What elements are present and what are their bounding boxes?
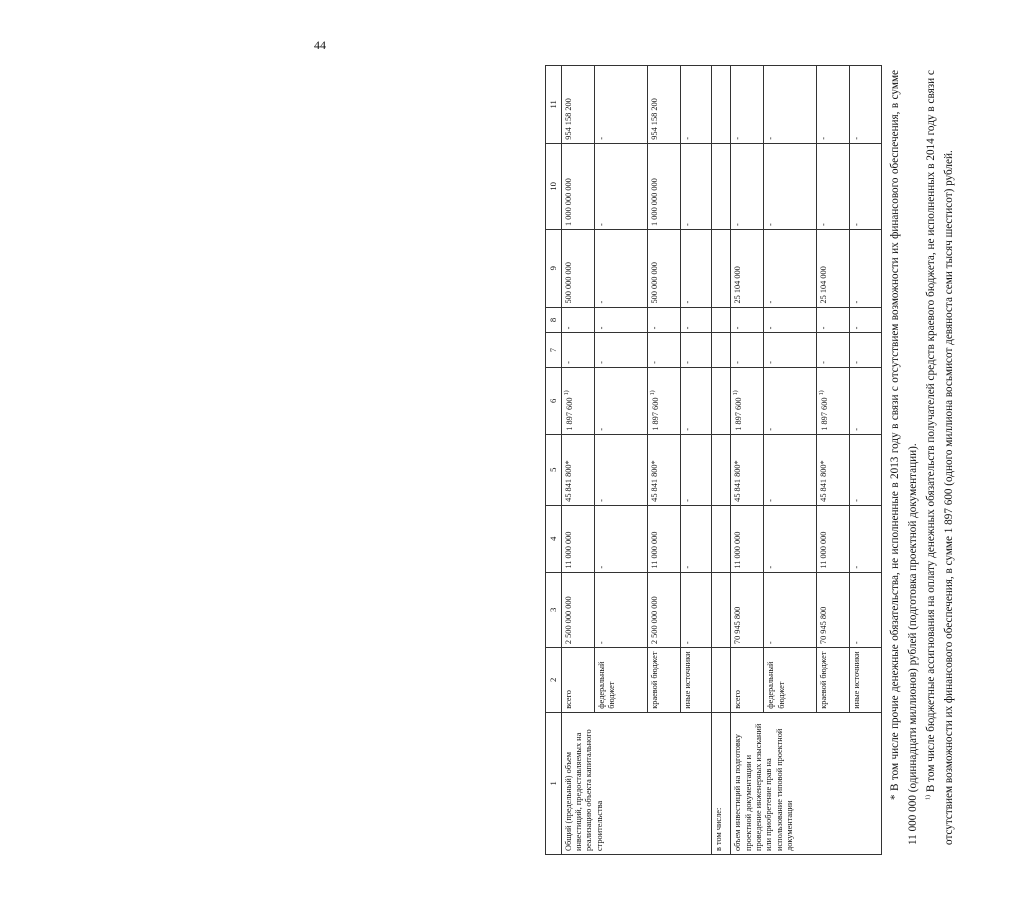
col-number: 3 bbox=[546, 572, 562, 647]
empty-cell bbox=[712, 367, 731, 434]
value-cell: - bbox=[850, 505, 882, 572]
value-cell: - bbox=[594, 572, 647, 647]
empty-cell bbox=[712, 229, 731, 307]
value-text: 1 897 600 bbox=[650, 397, 660, 431]
footnote-marker: 1) bbox=[733, 390, 740, 396]
value-cell: - bbox=[680, 66, 712, 144]
value-cell: - bbox=[764, 572, 817, 647]
investment-table bbox=[545, 65, 882, 855]
value-cell: - bbox=[850, 143, 882, 229]
empty-cell bbox=[712, 572, 731, 647]
value-cell: - bbox=[764, 434, 817, 505]
value-cell: - bbox=[561, 307, 594, 333]
source-cell: иные источники bbox=[850, 648, 882, 713]
value-cell: 954 158 200 bbox=[561, 66, 594, 144]
value-cell bbox=[561, 367, 594, 434]
value-cell: - bbox=[850, 434, 882, 505]
col-number: 4 bbox=[546, 505, 562, 572]
value-cell: - bbox=[817, 143, 850, 229]
value-cell: - bbox=[594, 229, 647, 307]
source-cell: всего bbox=[561, 648, 594, 713]
col-number: 11 bbox=[546, 66, 562, 144]
value-cell: - bbox=[680, 333, 712, 367]
table-row bbox=[712, 66, 731, 855]
col-number: 7 bbox=[546, 333, 562, 367]
value-cell: 45 841 800* bbox=[561, 434, 594, 505]
col-number: 2 bbox=[546, 648, 562, 713]
footnote-marker: 1) bbox=[649, 390, 656, 396]
source-cell: краевой бюджет bbox=[817, 648, 850, 713]
value-cell: - bbox=[647, 333, 680, 367]
value-cell: - bbox=[731, 307, 764, 333]
value-cell: - bbox=[817, 66, 850, 144]
value-cell: - bbox=[850, 572, 882, 647]
col-number: 8 bbox=[546, 307, 562, 333]
row-header-cell: Общий (предельный) объем инвестиций, предоставляемых на реализацию объекта капитального строительства bbox=[561, 712, 712, 854]
source-cell: краевой бюджет bbox=[647, 648, 680, 713]
value-cell: - bbox=[647, 307, 680, 333]
value-cell: - bbox=[731, 333, 764, 367]
value-cell bbox=[731, 367, 764, 434]
value-cell: 11 000 000 bbox=[561, 505, 594, 572]
source-cell: федеральный бюджет bbox=[594, 648, 647, 713]
source-cell: федеральный бюджет bbox=[764, 648, 817, 713]
value-cell: 45 841 800* bbox=[647, 434, 680, 505]
value-cell: - bbox=[731, 66, 764, 144]
empty-cell bbox=[712, 648, 731, 713]
value-text: 1 897 600 bbox=[564, 397, 574, 431]
value-cell: - bbox=[764, 333, 817, 367]
footnote-marker: 1) bbox=[563, 390, 570, 396]
value-cell bbox=[647, 367, 680, 434]
col-number: 5 bbox=[546, 434, 562, 505]
value-cell: - bbox=[680, 572, 712, 647]
value-text: 1 897 600 bbox=[820, 397, 830, 431]
value-cell: - bbox=[764, 66, 817, 144]
row-header-cell: в том числе: bbox=[712, 712, 731, 854]
value-cell: - bbox=[594, 434, 647, 505]
page-number: 44 bbox=[314, 38, 326, 52]
footnotes bbox=[887, 70, 959, 845]
value-cell: - bbox=[850, 333, 882, 367]
value-cell: - bbox=[680, 229, 712, 307]
value-cell: - bbox=[680, 434, 712, 505]
source-cell: иные источники bbox=[680, 648, 712, 713]
value-cell: - bbox=[594, 505, 647, 572]
table-row bbox=[561, 66, 594, 855]
footnote-marker: 1) bbox=[925, 795, 932, 800]
value-cell bbox=[817, 367, 850, 434]
table-row bbox=[731, 66, 764, 855]
value-cell: - bbox=[764, 229, 817, 307]
value-cell: - bbox=[594, 143, 647, 229]
value-cell: - bbox=[680, 307, 712, 333]
col-number: 1 bbox=[546, 712, 562, 854]
value-cell: - bbox=[680, 367, 712, 434]
value-cell: 11 000 000 bbox=[731, 505, 764, 572]
value-cell: - bbox=[594, 367, 647, 434]
value-cell: - bbox=[850, 367, 882, 434]
value-cell: - bbox=[680, 143, 712, 229]
empty-cell bbox=[712, 434, 731, 505]
col-number: 9 bbox=[546, 229, 562, 307]
value-cell: - bbox=[561, 333, 594, 367]
col-number: 10 bbox=[546, 143, 562, 229]
col-number: 6 bbox=[546, 367, 562, 434]
value-cell: 70 945 800 bbox=[731, 572, 764, 647]
value-cell: 70 945 800 bbox=[817, 572, 850, 647]
value-cell: 2 500 000 000 bbox=[647, 572, 680, 647]
empty-cell bbox=[712, 333, 731, 367]
value-text: 1 897 600 bbox=[734, 397, 744, 431]
value-cell: 45 841 800* bbox=[817, 434, 850, 505]
value-cell: - bbox=[817, 333, 850, 367]
value-cell: - bbox=[817, 307, 850, 333]
value-cell: 2 500 000 000 bbox=[561, 572, 594, 647]
footnote-marker: 1) bbox=[819, 390, 826, 396]
value-cell: 500 000 000 bbox=[647, 229, 680, 307]
value-cell: 1 000 000 000 bbox=[647, 143, 680, 229]
value-cell: 954 158 200 bbox=[647, 66, 680, 144]
value-cell: 25 104 000 bbox=[731, 229, 764, 307]
empty-cell bbox=[712, 66, 731, 144]
value-cell: 500 000 000 bbox=[561, 229, 594, 307]
value-cell: - bbox=[594, 307, 647, 333]
value-cell: - bbox=[764, 143, 817, 229]
column-number-row bbox=[546, 66, 562, 855]
source-cell: всего bbox=[731, 648, 764, 713]
rotated-landscape-page bbox=[545, 65, 1015, 855]
value-cell: - bbox=[731, 143, 764, 229]
value-cell: - bbox=[680, 505, 712, 572]
value-cell: - bbox=[850, 307, 882, 333]
footnote-star: * В том числе прочие денежные обязательства, не исполненные в 2013 году в связи с отсутствием возможности их финансового обеспечения, в сумме 11 000 000 (одиннадцати миллионов) рублей (подготовка проектной документации). bbox=[889, 70, 919, 845]
empty-cell bbox=[712, 505, 731, 572]
value-cell: - bbox=[850, 229, 882, 307]
empty-cell bbox=[712, 143, 731, 229]
value-cell: - bbox=[764, 505, 817, 572]
value-cell: 11 000 000 bbox=[647, 505, 680, 572]
value-cell: - bbox=[594, 333, 647, 367]
value-cell: 11 000 000 bbox=[817, 505, 850, 572]
value-cell: - bbox=[594, 66, 647, 144]
value-cell: - bbox=[850, 66, 882, 144]
value-cell: - bbox=[764, 367, 817, 434]
value-cell: 25 104 000 bbox=[817, 229, 850, 307]
footnote-one bbox=[923, 70, 959, 845]
value-cell: 45 841 800* bbox=[731, 434, 764, 505]
value-cell: 1 000 000 000 bbox=[561, 143, 594, 229]
empty-cell bbox=[712, 307, 731, 333]
row-header-cell: объем инвестиций на подготовку проектной документации и проведение инженерных изысканий или приобретение прав на использование типовой проектной документации bbox=[731, 712, 882, 854]
value-cell: - bbox=[764, 307, 817, 333]
footnote-one-text: В том числе бюджетные ассигнования на оплату денежных обязательств получателей средств краевого бюджета, не исполненных в 2014 году в связи с отсутствием возможности их финансового обеспечения, в сумме 1 897 600 (одного миллиона восьмисот девяноста семи тысяч шестисот) рублей. bbox=[924, 70, 955, 845]
